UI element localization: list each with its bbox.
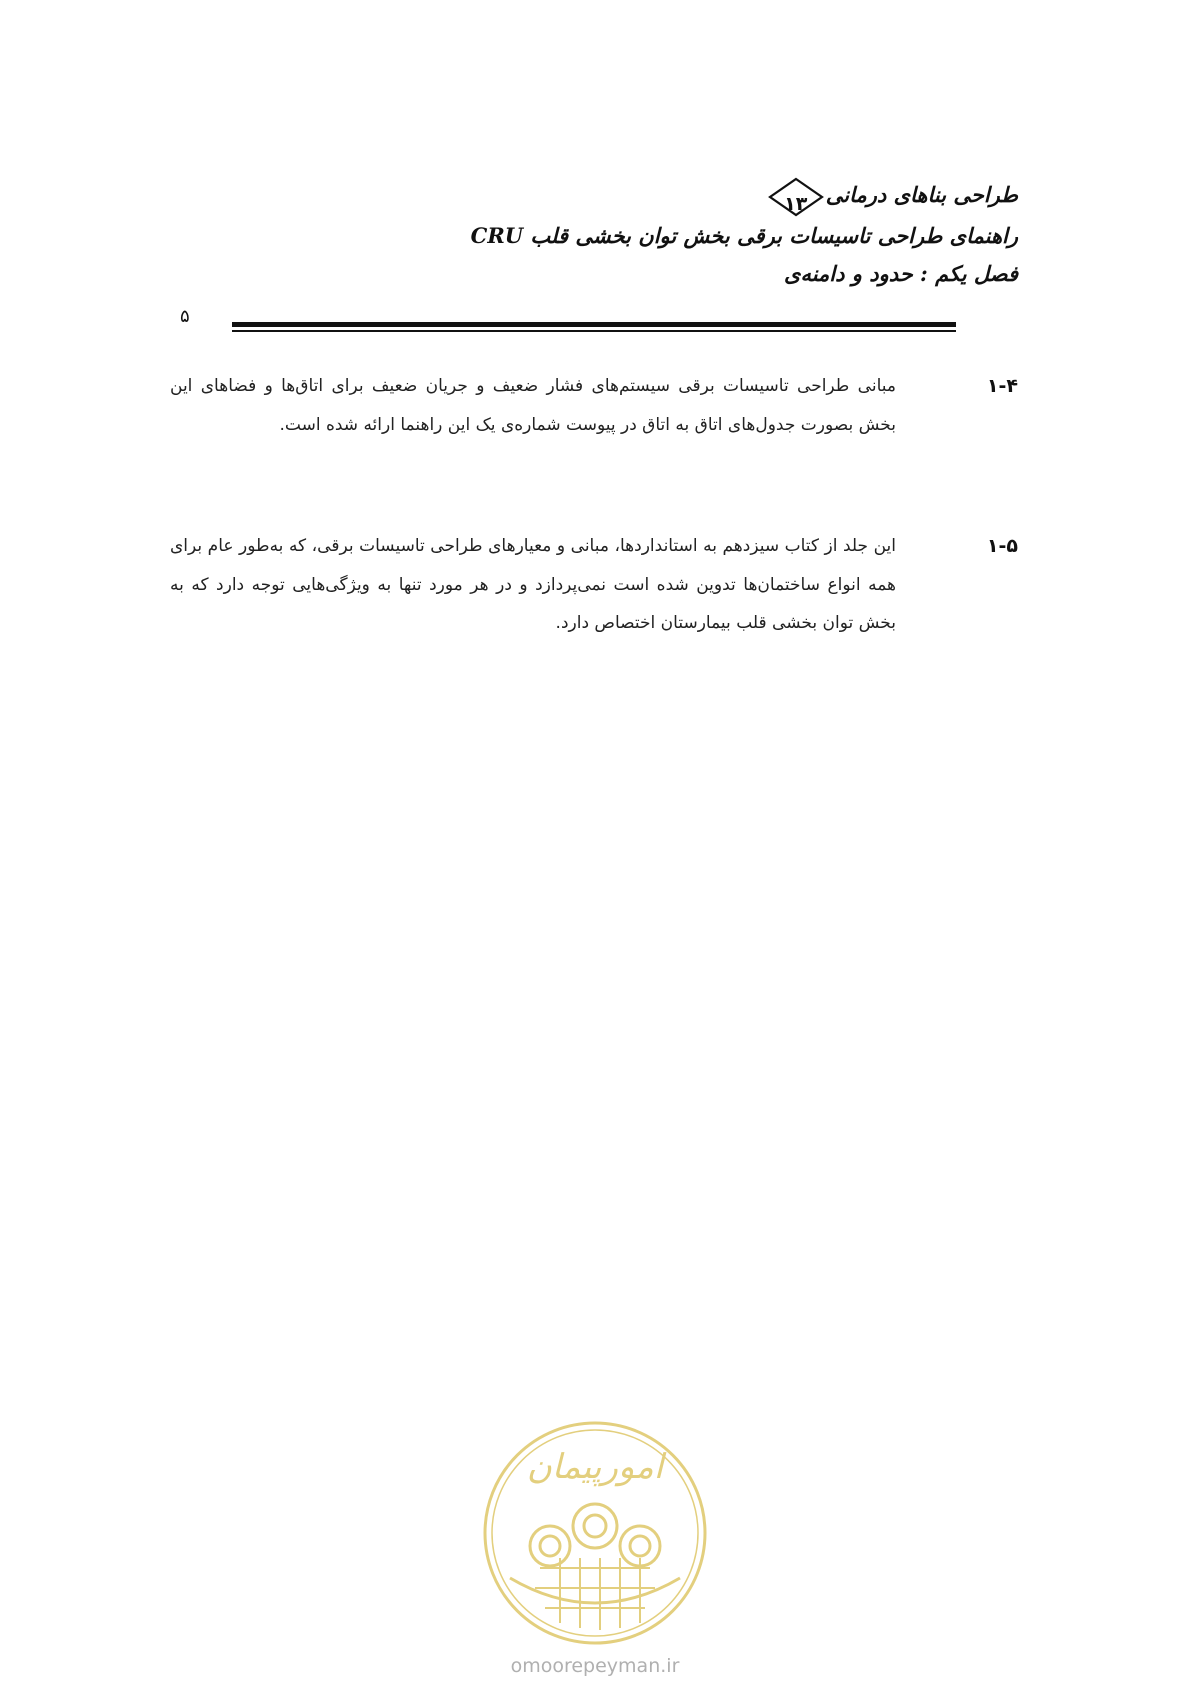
book-number: ۱۳ — [784, 192, 808, 215]
header-rule-thick — [232, 322, 956, 327]
clause-text: مبانی طراحی تاسیسات برقی سیستم‌های فشار ضعیف و جریان ضعیف برای اتاق‌ها و فضاهای این بخش بصورت جدول‌های اتاق به اتاق در پیوست شماره‌ی یک این راهنما ارائه شده است. — [170, 376, 896, 435]
page-header — [178, 176, 1018, 293]
clause-text: این جلد از کتاب سیزدهم به استانداردها، مبانی و معیارهای طراحی تاسیسات برقی، که به‌طور عام برای همه انواع ساختمان‌ها تدوین شده است نمی‌پردازد و در هر مورد تنها به ویژگی‌هایی توجه دارد که به بخش توان بخشی قلب بیمارستان اختصاص دارد. — [170, 536, 896, 633]
header-rule-thin — [232, 330, 956, 332]
clause-number: ۱-۴ — [986, 375, 1018, 397]
watermark-logo-text: امورپیمان — [526, 1447, 664, 1487]
book-number-badge — [768, 177, 824, 217]
watermark-site: omoorepeyman.ir — [510, 1655, 680, 1677]
chapter-title: فصل یکم : حدود و دامنه‌ی — [784, 260, 1018, 286]
guide-title: راهنمای طراحی تاسیسات برقی بخش توان بخشی قلب CRU — [470, 222, 1018, 248]
book-title-line — [178, 176, 1018, 217]
page-number: ۵ — [180, 306, 190, 327]
watermark-logo-icon — [480, 1418, 710, 1648]
book-title: طراحی بناهای درمانی — [825, 182, 1018, 207]
clause-number: ۱-۵ — [986, 535, 1018, 557]
